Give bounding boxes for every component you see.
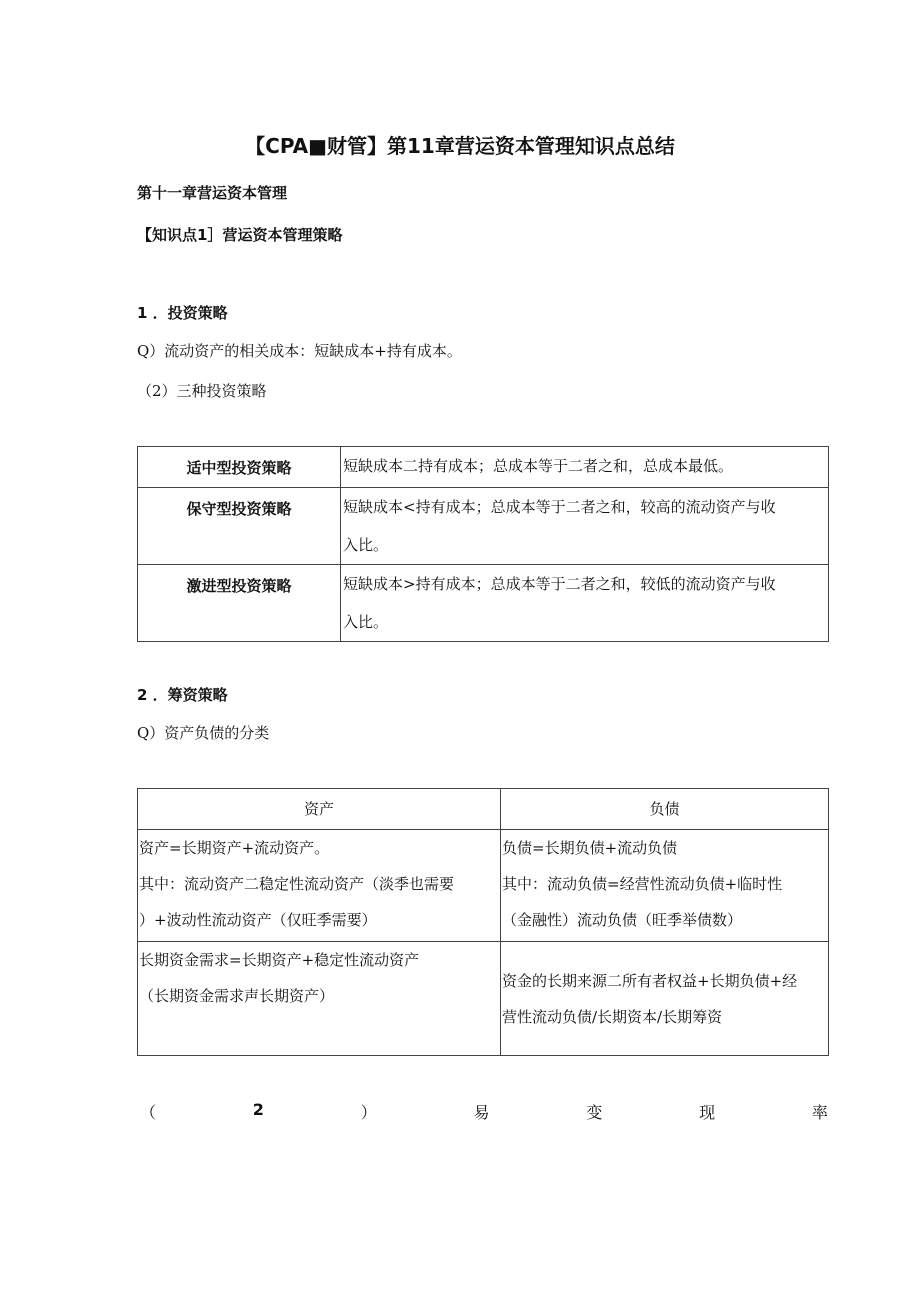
knowledge-point-heading: 【知识点1］营运资本管理策略 [137, 226, 343, 244]
investment-strategy-table [137, 446, 829, 642]
trailing-char: 率 [811, 1103, 828, 1122]
chapter-heading: 第十一章营运资本管理 [137, 184, 288, 202]
trailing-char: 2 [252, 1100, 264, 1119]
table-row [138, 830, 829, 942]
assets-cell: 资产=长期资产+流动资产。 其中：流动资产二稳定性流动资产（淡季也需要 ）+波动性流动资产（仅旺季需要） [138, 830, 501, 942]
table-row [138, 488, 829, 565]
trailing-char: 变 [586, 1103, 603, 1122]
investment-item-1: Q）流动资产的相关成本：短缺成本+持有成本。 [137, 342, 462, 360]
section-investment-heading: 1 ．投资策略 [137, 304, 228, 322]
strategy-desc: 短缺成本<持有成本；总成本等于二者之和，较高的流动资产与收 入比。 [341, 488, 829, 565]
strategy-desc: 短缺成本二持有成本；总成本等于二者之和，总成本最低。 [341, 447, 829, 488]
liabilities-cell: 负债=长期负债+流动负债 其中：流动负债=经营性流动负债+临时性 （金融性）流动负债（旺季举债数） [501, 830, 829, 942]
column-header-assets: 资产 [138, 789, 501, 830]
trailing-char: （ [140, 1103, 157, 1122]
trailing-char: ） [360, 1103, 377, 1122]
document-title: 【CPA■财管】第11章营运资本管理知识点总结 [245, 134, 675, 158]
asset-liability-table [137, 788, 829, 1056]
strategy-label: 适中型投资策略 [138, 447, 341, 488]
trailing-char: 现 [699, 1103, 716, 1122]
table-header-row [138, 789, 829, 830]
strategy-desc: 短缺成本>持有成本；总成本等于二者之和，较低的流动资产与收 入比。 [341, 565, 829, 642]
trailing-heading [140, 1100, 828, 1123]
table-row [138, 565, 829, 642]
long-term-demand-cell: 长期资金需求=长期资产+稳定性流动资产 （长期资金需求声长期资产） [138, 942, 501, 1056]
strategy-label: 激进型投资策略 [138, 565, 341, 642]
section-financing-heading: 2 ．筹资策略 [137, 686, 228, 704]
trailing-char: 易 [473, 1103, 490, 1122]
long-term-source-cell: 资金的长期来源二所有者权益+长期负债+经 营性流动负债/长期资本/长期筹资 [501, 942, 829, 1056]
column-header-liabilities: 负债 [501, 789, 829, 830]
investment-item-2: （2）三种投资策略 [137, 382, 267, 400]
table-row [138, 942, 829, 1056]
financing-item-1: Q）资产负债的分类 [137, 724, 270, 742]
table-row [138, 447, 829, 488]
strategy-label: 保守型投资策略 [138, 488, 341, 565]
